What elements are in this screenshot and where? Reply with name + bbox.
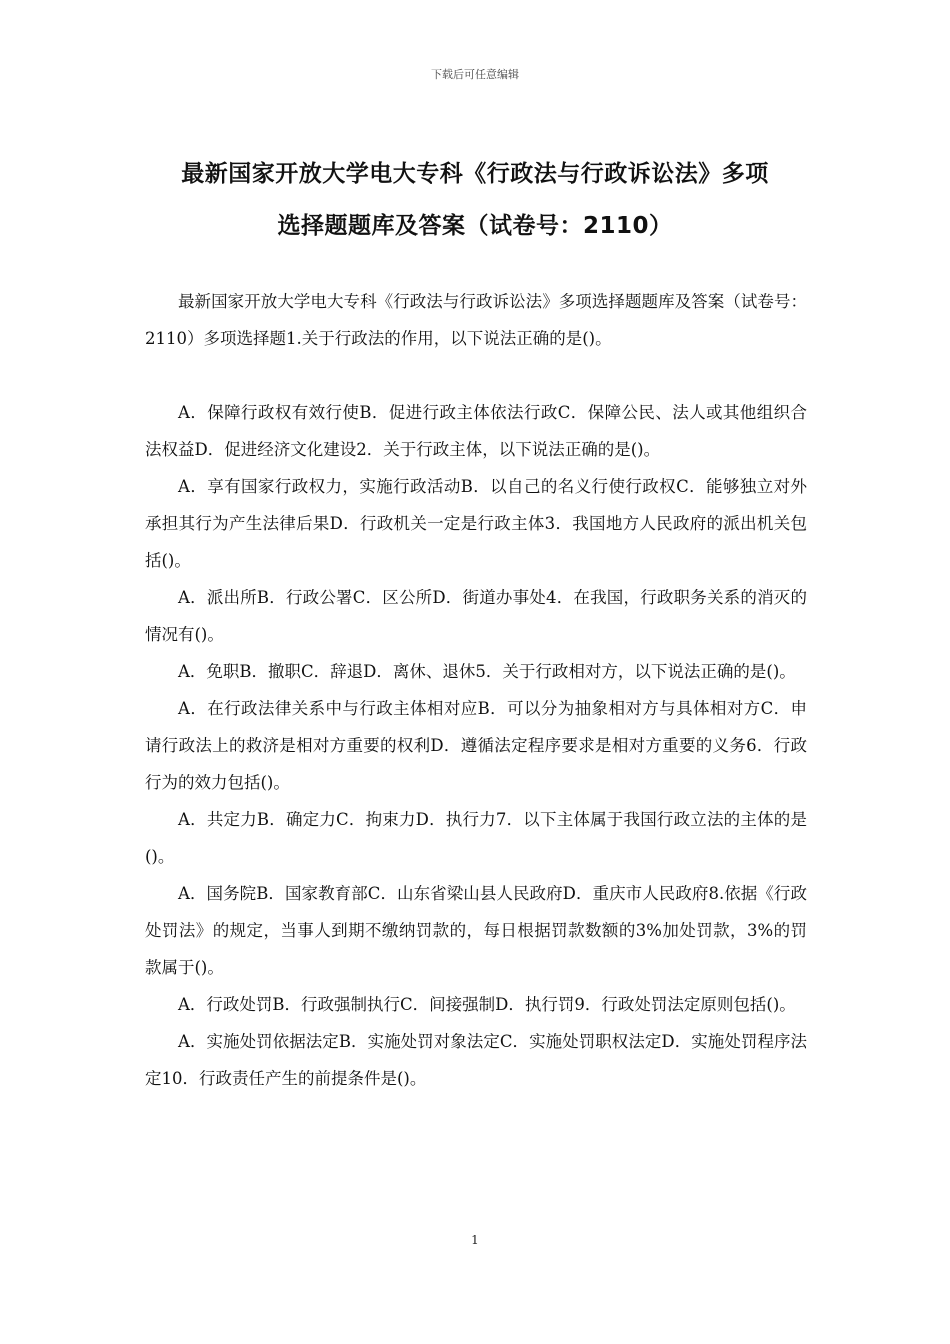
paragraph: A．共定力B．确定力C．拘束力D．执行力7．以下主体属于我国行政立法的主体的是()。 — [145, 810, 807, 866]
document-title — [145, 148, 805, 252]
paragraph: A．免职B．撤职C．辞退D．离休、退休5．关于行政相对方，以下说法正确的是()。 — [178, 662, 796, 681]
page-number: 1 — [471, 1233, 479, 1247]
paragraph: A．在行政法律关系中与行政主体相对应B．可以分为抽象相对方与具体相对方C．申请行政法上的救济是相对方重要的权利D．遵循法定程序要求是相对方重要的义务6．行政行为的效力包括()。 — [145, 699, 807, 792]
paragraph: A．行政处罚B．行政强制执行C．间接强制D．执行罚9．行政处罚法定原则包括()。 — [178, 995, 796, 1014]
paragraph: A．派出所B．行政公署C．区公所D．街道办事处4．在我国，行政职务关系的消灭的情况有()。 — [145, 588, 807, 644]
paragraph: A．国务院B．国家教育部C．山东省梁山县人民政府D．重庆市人民政府8.依据《行政处罚法》的规定，当事人到期不缴纳罚款的，每日根据罚款数额的3%加处罚款，3%的罚款属于()。 — [145, 884, 807, 977]
paragraph: A．保障行政权有效行使B．促进行政主体依法行政C．保障公民、法人或其他组织合法权益D．促进经济文化建设2．关于行政主体，以下说法正确的是()。 — [145, 403, 807, 459]
document-body — [145, 283, 807, 1097]
paragraph: A．实施处罚依据法定B．实施处罚对象法定C．实施处罚职权法定D．实施处罚程序法定10．行政责任产生的前提条件是()。 — [145, 1032, 807, 1088]
paragraph-intro: 最新国家开放大学电大专科《行政法与行政诉讼法》多项选择题题库及答案（试卷号：2110）多项选择题1.关于行政法的作用，以下说法正确的是()。 — [145, 292, 807, 348]
title-line-2: 选择题题库及答案（试卷号：2110） — [277, 213, 673, 239]
header-note: 下载后可任意编辑 — [431, 68, 519, 81]
title-line-1: 最新国家开放大学电大专科《行政法与行政诉讼法》多项 — [181, 161, 769, 187]
paragraph: A．享有国家行政权力，实施行政活动B．以自己的名义行使行政权C．能够独立对外承担其行为产生法律后果D．行政机关一定是行政主体3．我国地方人民政府的派出机关包括()。 — [145, 477, 807, 570]
